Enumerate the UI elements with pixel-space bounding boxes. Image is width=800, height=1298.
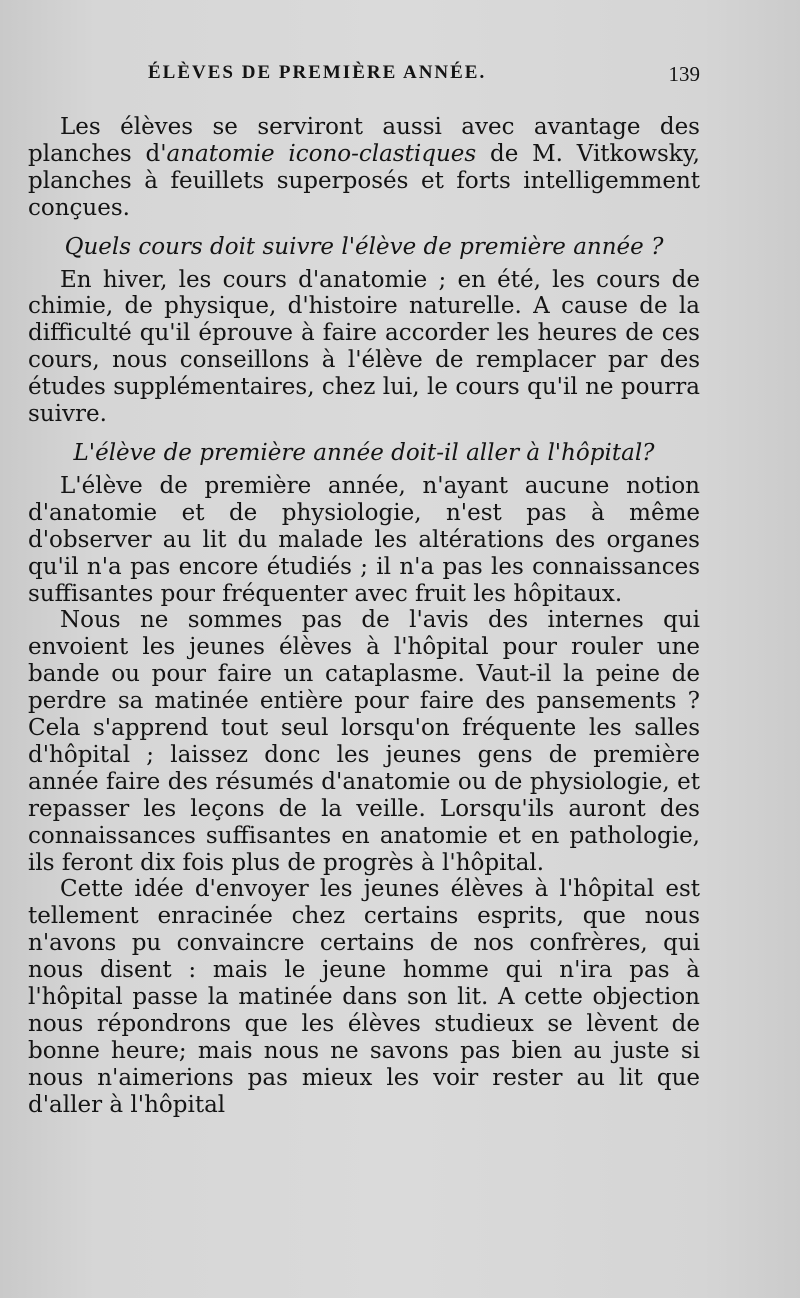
question-hopital: L'élève de première année doit-il aller à l'hôpital? bbox=[73, 439, 655, 466]
paragraph-planches-start: Les élèves se serviront aussi avec avantage des planches d' bbox=[28, 114, 700, 167]
page-number: 139 bbox=[668, 62, 700, 86]
paragraph-planches-italic: anatomie icono-clastiques bbox=[166, 140, 477, 167]
paragraph-planches bbox=[28, 114, 700, 222]
paragraph-cours: En hiver, les cours d'anatomie ; en été, les cours de chimie, de physique, d'histoire naturelle. A cause de la difficulté qu'il éprouve à faire accorder les heures de ces cours, nous conseillons à l'élève de remplacer par des études supplémentaires, chez lui, le cours qu'il ne pourra suivre. bbox=[28, 266, 700, 428]
page-header bbox=[0, 62, 800, 92]
paragraph-notion: L'élève de première année, n'ayant aucune notion d'anatomie et de physiologie, n'est pas à même d'observer au lit du malade les altérations des organes qu'il n'a pas encore étudiés ; il n'a pas les connaissances suffisantes pour fréquenter avec fruit les hôpitaux. bbox=[28, 472, 700, 607]
paragraph-idee: Cette idée d'envoyer les jeunes élèves à l'hôpital est tellement enracinée chez certains esprits, que nous n'avons pu convaincre certains de nos confrères, qui nous disent : mais le jeune homme qui n'ira pas à l'hôpital passe la matinée dans son lit. A cette objection nous répondrons que les élèves studieux se lèvent de bonne heure; mais nous ne savons pas bien au juste si nous n'aimerions pas mieux les voir rester au lit que d'aller à l'hôpital bbox=[28, 876, 700, 1118]
paragraph-internes: Nous ne sommes pas de l'avis des internes qui envoient les jeunes élèves à l'hôpital pour rouler une bande ou pour faire un cataplasme. Vaut-il la peine de perdre sa matinée entière pour faire des pansements ? Cela s'apprend tout seul lorsqu'on fréquente les salles d'hôpital ; laissez donc les jeunes gens de première année faire des résumés d'anatomie ou de physiologie, et repasser les leçons de la veille. Lorsqu'ils auront des connaissances suffisantes en anatomie et en pathologie, ils feront dix fois plus de progrès à l'hôpital. bbox=[28, 607, 700, 876]
question-cours: Quels cours doit suivre l'élève de première année ? bbox=[64, 233, 664, 260]
page-body bbox=[28, 114, 700, 1119]
running-title: ÉLÈVES DE PREMIÈRE ANNÉE. bbox=[148, 62, 487, 83]
paragraph-planches-end: de M. Vitkowsky, planches à feuillets superposés et forts intelligemment conçues. bbox=[28, 140, 700, 221]
